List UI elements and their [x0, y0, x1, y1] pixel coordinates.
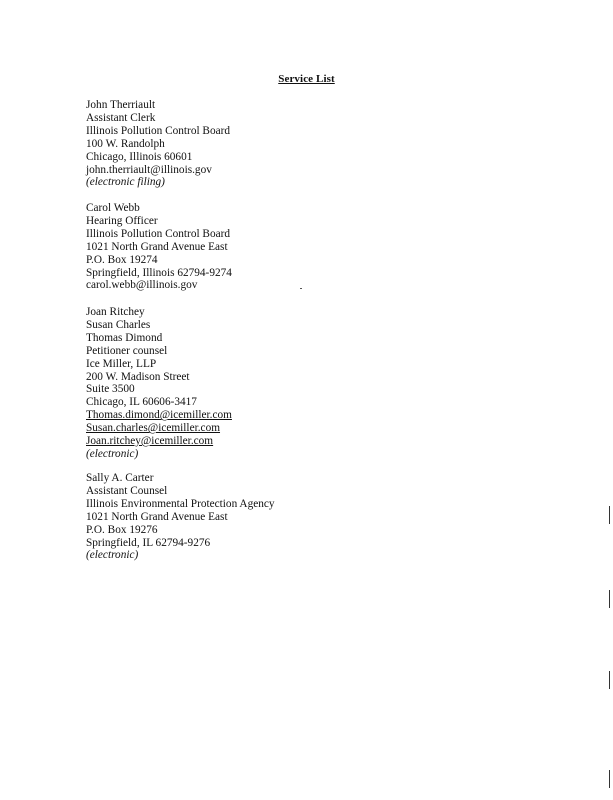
address-line: Petitioner counsel	[86, 344, 168, 357]
address-line: Hearing Officer	[86, 214, 158, 227]
address-line: Chicago, IL 60606-3417	[86, 396, 197, 409]
address-line: Susan Charles	[86, 318, 151, 331]
address-line: Illinois Environmental Protection Agency	[86, 497, 275, 510]
address-line: 1021 North Grand Avenue East	[86, 240, 228, 253]
recipient-block	[86, 99, 230, 189]
address-line: P.O. Box 19276	[86, 523, 158, 536]
email-link[interactable]: Thomas.dimond@icemiller.com	[86, 409, 232, 422]
recipient-block	[86, 202, 232, 292]
scan-edge-mark	[609, 770, 611, 788]
address-line: (electronic)	[86, 549, 139, 562]
scan-speck	[300, 288, 302, 289]
scan-edge-mark	[609, 590, 611, 608]
address-line: 100 W. Randolph	[86, 137, 165, 150]
address-line: 200 W. Madison Street	[86, 370, 190, 383]
address-line: Assistant Clerk	[86, 111, 156, 124]
address-line: (electronic filing)	[86, 176, 165, 189]
address-line: John Therriault	[86, 99, 156, 111]
address-line: carol.webb@illinois.gov	[86, 279, 198, 292]
address-line: Illinois Pollution Control Board	[86, 227, 231, 240]
email-link[interactable]: Susan.charles@icemiller.com	[86, 422, 221, 435]
address-line: Illinois Pollution Control Board	[86, 124, 231, 137]
address-line: 1021 North Grand Avenue East	[86, 510, 228, 523]
email-link[interactable]: Joan.ritchey@icemiller.com	[86, 435, 214, 448]
address-line: Carol Webb	[86, 202, 140, 214]
scan-edge-mark	[609, 671, 611, 689]
address-line: Chicago, Illinois 60601	[86, 150, 193, 163]
recipient-block	[86, 306, 232, 461]
address-line: Sally A. Carter	[86, 472, 154, 484]
address-line: Ice Miller, LLP	[86, 357, 157, 370]
address-line: Joan Ritchey	[86, 306, 145, 318]
address-line: Assistant Counsel	[86, 484, 168, 497]
address-line: john.therriault@illinois.gov	[86, 163, 212, 176]
address-line: (electronic)	[86, 447, 139, 460]
address-line: P.O. Box 19274	[86, 253, 158, 266]
address-line: Suite 3500	[86, 383, 135, 396]
address-line: Thomas Dimond	[86, 331, 163, 344]
scan-edge-mark	[609, 506, 611, 524]
recipient-block	[86, 472, 275, 562]
address-line: Springfield, Illinois 62794-9274	[86, 266, 232, 279]
page-title: Service List	[278, 73, 335, 85]
address-line: Springfield, IL 62794-9276	[86, 536, 211, 549]
